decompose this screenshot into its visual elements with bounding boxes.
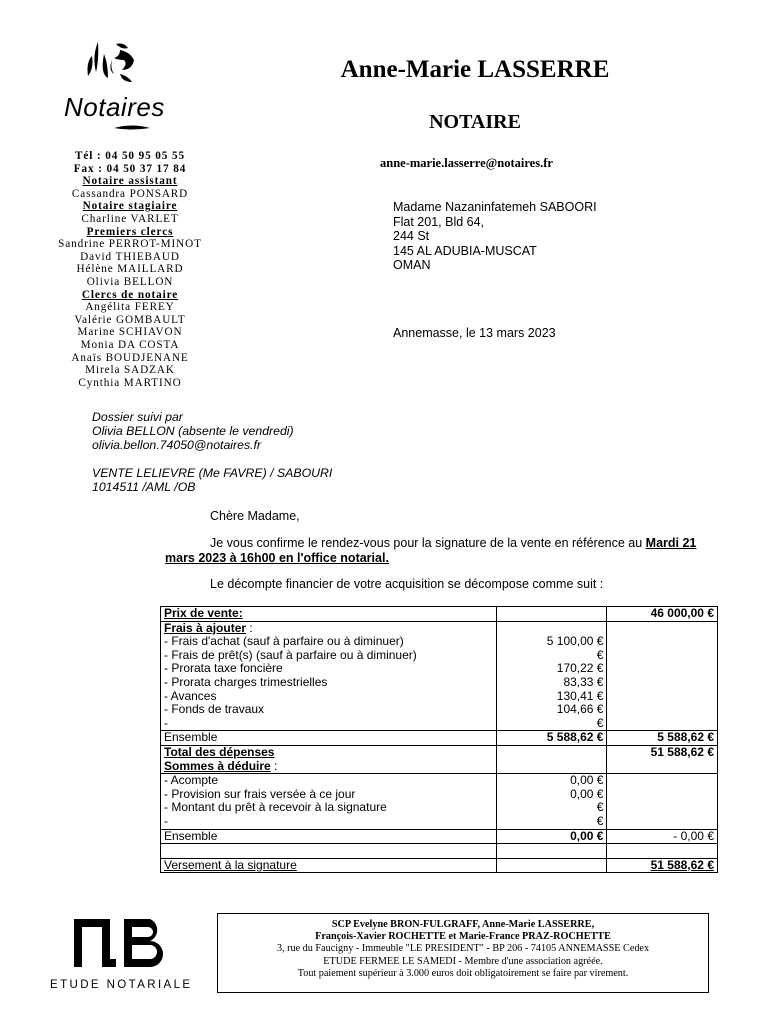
confirmation-paragraph <box>165 536 715 565</box>
fax-number: Fax : 04 50 37 17 84 <box>73 162 187 175</box>
prix-label: Prix de vente: <box>161 607 497 622</box>
staff-sidebar <box>30 150 230 389</box>
row-value: 83,33 € <box>497 676 607 690</box>
ensemble-total: - 0,00 € <box>607 829 718 844</box>
notaires-logo <box>60 36 200 136</box>
greeting: Chère Madame, <box>210 509 300 523</box>
phone-number: Tél : 04 50 95 05 55 <box>75 150 185 162</box>
table-row <box>161 774 718 788</box>
clerc-name: Sandrine PERROT-MINOT <box>58 238 202 251</box>
table-row <box>161 815 718 829</box>
row-label: - Frais d'achat (sauf à parfaire ou à diminuer) <box>161 635 497 649</box>
row-value: 130,41 € <box>497 690 607 704</box>
row-label: - <box>161 717 497 731</box>
table-row <box>161 788 718 802</box>
clerc-name: Hélène MAILLARD <box>76 263 184 276</box>
stagiaire-heading: Notaire stagiaire <box>82 200 178 213</box>
recipient-line: 145 AL ADUBIA-MUSCAT <box>393 243 537 258</box>
row-value: € <box>497 649 607 663</box>
row-label: - Fonds de travaux <box>161 703 497 717</box>
decompte-intro: Le décompte financier de votre acquisition se décompose comme suit : <box>210 577 604 591</box>
row-value: 170,22 € <box>497 662 607 676</box>
case-number: 1014511 /AML /OB <box>92 480 196 494</box>
clerc-name: Monia DA COSTA <box>80 338 180 351</box>
letter-date: Annemasse, le 13 mars 2023 <box>393 326 556 340</box>
ensemble-subtotal: 5 588,62 € <box>497 731 607 746</box>
decompte-table <box>160 606 718 873</box>
table-row <box>161 858 718 873</box>
clerc-name: David THIEBAUD <box>80 250 180 263</box>
row-value: 5 100,00 € <box>497 635 607 649</box>
logo-text: Notaires <box>64 92 165 122</box>
row-value: 104,66 € <box>497 703 607 717</box>
versement-label: Versement à la signature <box>161 858 497 873</box>
ensemble-subtotal: 0,00 € <box>497 829 607 844</box>
clerc-name: Valérie GOMBAULT <box>74 313 186 326</box>
frais-colon: : <box>246 620 253 635</box>
table-row <box>161 703 718 717</box>
ensemble-total: 5 588,62 € <box>607 731 718 746</box>
recipient-line: 244 St <box>393 229 430 244</box>
notary-name: Anne-Marie LASSERRE <box>340 56 610 83</box>
row-label: - Montant du prêt à recevoir à la signature <box>161 801 497 815</box>
row-value: € <box>497 801 607 815</box>
deduire-label: Sommes à déduire <box>164 758 271 773</box>
stagiaire-name: Charline VARLET <box>81 212 179 225</box>
row-value: 0,00 € <box>497 788 607 802</box>
row-label: - Frais de prêt(s) (sauf à parfaire ou à diminuer) <box>161 649 497 663</box>
assistant-name: Cassandra PONSARD <box>71 187 189 200</box>
table-row <box>161 745 718 759</box>
table-row <box>161 760 718 774</box>
total-label: Total des dépenses <box>161 745 497 759</box>
table-row <box>161 649 718 663</box>
recipient-line: OMAN <box>393 258 431 273</box>
dossier-line: Dossier suivi par <box>92 410 183 424</box>
footer-address: 3, rue du Faucigny - Immeuble "LE PRESIDENT" - BP 206 - 74105 ANNEMASSE Cedex <box>276 943 650 955</box>
row-label: - Avances <box>161 690 497 704</box>
case-reference <box>92 466 332 494</box>
dossier-email: olivia.bellon.74050@notaires.fr <box>92 438 262 452</box>
total-value: 51 588,62 € <box>607 745 718 759</box>
clerc-name: Anaïs BOUDJENANE <box>71 351 189 364</box>
etude-logo <box>50 915 200 995</box>
table-row <box>161 717 718 731</box>
dossier-info <box>92 410 294 452</box>
clerc-name: Mirela SADZAK <box>85 364 175 377</box>
assistant-heading: Notaire assistant <box>82 175 178 188</box>
footer-line: François-Xavier ROCHETTE et Marie-France PRAZ-ROCHETTE <box>315 931 611 943</box>
table-row <box>161 607 718 622</box>
appointment-date: Mardi 21 mars 2023 à 16h00 en l'office notarial. <box>165 536 697 565</box>
notary-email: anne-marie.lasserre@notaires.fr <box>380 156 553 170</box>
table-row <box>161 621 718 635</box>
etude-text: ETUDE NOTARIALE <box>50 979 193 991</box>
table-row <box>161 731 718 746</box>
notary-title: NOTAIRE <box>429 111 521 133</box>
logo-underline-icon <box>112 124 152 132</box>
premiers-clercs-heading: Premiers clercs <box>86 225 174 238</box>
prix-value: 46 000,00 € <box>607 607 718 622</box>
row-value: € <box>497 717 607 731</box>
clercs-notaire-heading: Clercs de notaire <box>81 288 179 301</box>
recipient-line: Flat 201, Bld 64, <box>393 214 485 229</box>
dossier-line: Olivia BELLON (absente le vendredi) <box>92 424 294 438</box>
table-row <box>161 844 718 859</box>
footer-line: Tout paiement supérieur à 3.000 euros doit obligatoirement se faire par virement. <box>297 967 629 979</box>
footer-line: ETUDE FERMEE LE SAMEDI - Membre d'une association agréée. <box>323 955 603 967</box>
recipient-line: Madame Nazaninfatemeh SABOORI <box>393 200 597 214</box>
table-row <box>161 662 718 676</box>
clerc-name: Cynthia MARTINO <box>78 376 182 389</box>
case-title: VENTE LELIEVRE (Me FAVRE) / SABOURI <box>92 466 333 480</box>
nb-monogram-icon <box>74 915 174 971</box>
table-row <box>161 676 718 690</box>
table-row <box>161 690 718 704</box>
ensemble-label: Ensemble <box>161 829 497 844</box>
versement-value: 51 588,62 € <box>607 858 718 873</box>
footer-info-box <box>217 913 709 993</box>
frais-label: Frais à ajouter <box>164 620 247 635</box>
confirmation-text: Je vous confirme le rendez-vous pour la signature de la vente en référence au <box>210 536 646 550</box>
clerc-name: Olivia BELLON <box>86 275 174 288</box>
row-value: € <box>497 815 607 829</box>
clerc-name: Angélita FEREY <box>85 301 175 314</box>
row-label: - Acompte <box>161 774 497 788</box>
table-row <box>161 829 718 844</box>
table-row <box>161 801 718 815</box>
row-label: - <box>161 815 497 829</box>
row-value: 0,00 € <box>497 774 607 788</box>
notaires-emblem-icon <box>60 36 200 96</box>
footer-line: SCP Evelyne BRON-FULGRAFF, Anne-Marie LASSERRE, <box>331 919 595 930</box>
row-label: - Provision sur frais versée à ce jour <box>161 788 497 802</box>
row-label: - Prorata taxe foncière <box>161 662 497 676</box>
table-row <box>161 635 718 649</box>
ensemble-label: Ensemble <box>161 731 497 746</box>
clerc-name: Marine SCHIAVON <box>77 326 183 339</box>
row-label: - Prorata charges trimestrielles <box>161 676 497 690</box>
deduire-colon: : <box>270 758 278 773</box>
recipient-address <box>393 200 597 273</box>
